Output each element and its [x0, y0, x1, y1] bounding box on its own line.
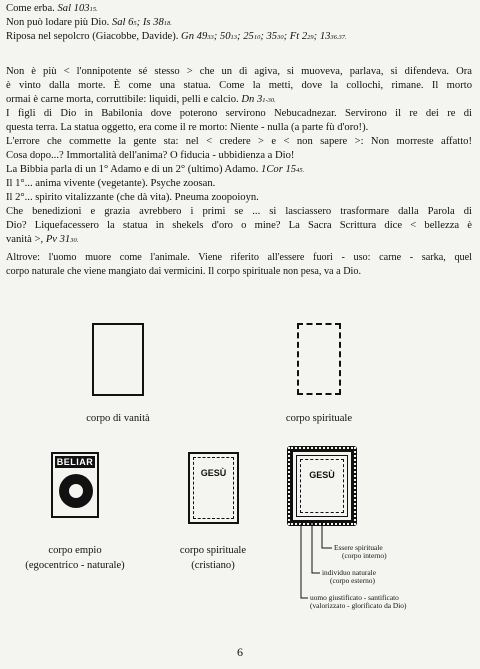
- text-line: Come erba. Sal 10315.: [6, 3, 98, 14]
- caption-spiritual-body: corpo spirituale: [285, 413, 353, 424]
- gesu-label: GESÙ: [200, 468, 227, 478]
- text-line: I figli di Dio in Babilonia dove poterono servirono Nebucadnezar. Servirono il re dei re di: [6, 108, 472, 119]
- text-line: Non è più < l'onnipotente sé stesso > che un dì agiva, si muoveva, parlava, si difendeva. Ora: [6, 66, 472, 77]
- text-line: Altrove: l'uomo muore come l'animale. Viene riferito all'essere fuori - uso: carne - sarka, quel: [6, 252, 472, 263]
- text-line: vanità >, Pv 3130.: [6, 234, 79, 245]
- text-line: Che benedizioni e grazia avrebbero i primi se ... si lasciassero trasformare dalla Parola di: [6, 206, 472, 217]
- annotation-spiritual-being: Essere spirituale (corpo interno): [334, 543, 387, 561]
- text-line: Cosa dopo...? Immortalità dell'anima? O fiducia - ubbidienza a Dio!: [6, 150, 295, 161]
- beliar-label: BELIAR: [56, 457, 94, 467]
- page-number: 6: [237, 645, 243, 659]
- text-line: Dio? Liquefacessero la statua in shekels d'oro o mine? La Sacra Scrittura dice < bellezza è: [6, 220, 472, 231]
- annotation-natural-individual: individuo naturale (corpo esterno): [322, 568, 376, 586]
- scripture-ref: Gn 4933; 5013; 2510; 3530; Ft 229; 1336.37.: [181, 31, 347, 42]
- scripture-ref: Sal 10315.: [57, 3, 98, 14]
- text-line: Il 1°... anima vivente (vegetante). Psyche zoosan.: [6, 178, 216, 189]
- caption-christian-body: corpo spirituale (cristiano): [179, 545, 247, 571]
- scripture-ref: Pv 3130.: [45, 234, 79, 245]
- text-line: L'errore che commette la gente sta: nel < credere > e < non sapere >: Non morreste affatto!: [6, 136, 472, 147]
- text-line: corpo naturale che viene mangiato dai vermicini. Il corpo spirituale non pesa, va a Dio.: [6, 266, 362, 277]
- caption-ungodly-body: corpo empio (egocentrico - naturale): [25, 545, 125, 571]
- text-line: questa terra. La statua oggetto, era come il re morto: Niente - nulla (a parte fù d'oro!).: [6, 122, 369, 133]
- scripture-ref: 1Cor 1545.: [261, 164, 305, 175]
- annotation-justified-man: uomo giustificato - santificato (valorizzato - glorificato da Dio): [310, 593, 407, 611]
- scripture-ref: Sal 65; Is 3818.: [111, 17, 172, 28]
- scripture-ref: Dn 31-30.: [241, 94, 276, 105]
- text-line: Non può lodare più Dio. Sal 65; Is 3818.: [6, 17, 172, 28]
- text-line: è vinto dalla morte. È come una statua. Come la metti, dove la collochi, rimane. Il morto: [6, 80, 472, 91]
- text-line: Riposa nel sepolcro (Giacobbe, Davide). Gn 4933; 5013; 2510; 3530; Ft 229; 1336.37.: [6, 31, 347, 42]
- text-line: ormai è carne morta, corruttibile: liquidi, pelli e calcio. Dn 31-30.: [6, 94, 276, 105]
- gesu-label: GESÙ: [309, 470, 335, 480]
- caption-vanity-body: corpo di vanità: [86, 413, 150, 424]
- text-line: Il 2°... spirito vitalizzante (che dà vita). Pneuma zoopoioyn.: [6, 192, 259, 203]
- text-line: La Bibbia parla di un 1° Adamo e di un 2° (ultimo) Adamo. 1Cor 1545.: [6, 164, 305, 175]
